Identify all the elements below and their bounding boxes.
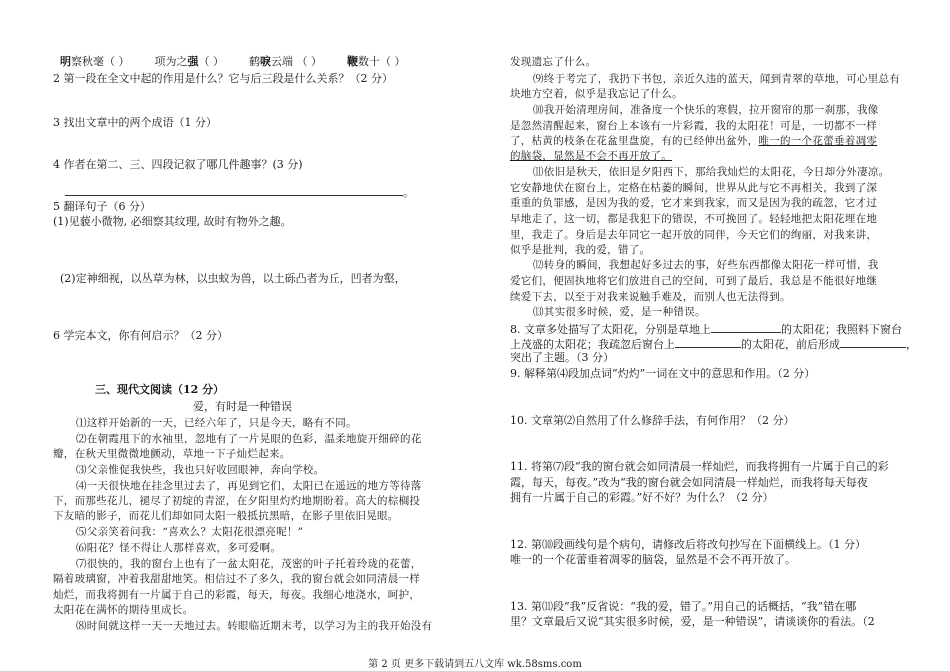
article-line: ⑵在朝霞甩下的水袖里，忽地有了一片晃眼的色彩，温柔地旋开细碎的花 <box>76 433 422 445</box>
page-footer: 第 2 页 更多下载请到五八文库 wk.58sms.com <box>368 659 582 670</box>
article-line: 里，我走了。身后是去年同它一起开放的同伴，今天它们的绚丽，对我来讲， <box>510 229 878 241</box>
article-line: 续爱下去，以至于对我来说触手难及，而别人也无法得到。 <box>510 291 791 303</box>
article-line: 下友暗的影子，而花儿们却如同太阳一般抵抗黑暗，在影子里依旧晃眼。 <box>53 510 399 522</box>
article-line: 早地走了，这一切，都是我犯下的错误，不可挽回了。轻轻地把太阳花埋在地 <box>510 213 878 225</box>
article-line: 太阳花在满怀的期待里成长。 <box>53 604 194 616</box>
article-line: ⑸父亲笑着问我：“喜欢么？太阳花很漂亮呢！” <box>76 526 304 538</box>
article-line: 块地方空着，似乎是我忘记了什么。 <box>510 88 683 100</box>
underlined-sentence: 唯一的一个花蕾垂着凋零 <box>758 135 878 147</box>
vocab-3: 鹤唳云端 （ ） <box>249 55 322 68</box>
article-line: 似乎是批判，我的爱，错了。 <box>510 244 651 256</box>
blank-2 <box>675 336 741 348</box>
article-line: ⑿转身的瞬间，我想起好多过去的事，好些东西都像太阳花一样可惜，我 <box>533 259 879 271</box>
vocab-line <box>60 55 406 69</box>
article-line: ⒀其实很多时候，爱，是一种错误。 <box>533 306 706 318</box>
article-line: ⑴这样开始新的一天，已经六年了，只是今天，略有不同。 <box>76 417 357 429</box>
question-13-cont: 里？文章最后又说“其实很多时候，爱，是一种错误”，请谈谈你的看法。（2 <box>510 615 875 628</box>
question-5-sentence-2: (2)定神细视，以丛草为林，以虫蚁为兽，以土砾凸者为丘，凹者为壑， <box>60 272 406 285</box>
article-line: ⑷一天很快地在挂念里过去了，再见到它们，太阳已在遥远的地方等待落 <box>76 480 422 492</box>
question-4: 4 作者在第二、三、四段记叙了哪几件趣事？(3 分) <box>53 158 303 171</box>
article-line: 隔着玻璃窗，冲着我甜甜地笑。相信过不了多久，我的窗台就会如同清晨一样 <box>53 573 421 585</box>
article-line: 重重的负罪感，是因为我的爱，它才来到我家，而又是因为我的疏忽，它才过 <box>510 197 878 209</box>
question-8-end: 突出了主题。（3 分） <box>510 351 614 364</box>
article-line: 灿烂，而我将拥有一片属于自己的彩霞，每天，每夜。我细心地浇水，呵护， <box>53 589 421 601</box>
question-11: 11. 将第⑺段“我的窗台就会如同清晨一样灿烂，而我将拥有一片属于自己的彩 <box>510 460 889 473</box>
article-line: 是忽然清醒起来，窗台上本该有一片彩霞，我的太阳花！可是，一切都不一样 <box>510 120 878 132</box>
vocab-2: 项为之强（ ） <box>154 55 224 68</box>
question-8-cont: 上茂盛的太阳花；我疏忽后窗台上 的太阳花，前后形成 ， <box>510 338 917 351</box>
vocab-1: 明察秋毫（ ） <box>60 55 130 68</box>
article-line: ⑻时间就这样一天一天地过去。转眼临近期末考，以学习为主的我开始没有 <box>76 620 433 632</box>
question-2: 2 第一段在全文中起的作用是什么？它与后三段是什么关系？（2 分） <box>53 72 393 85</box>
question-8: 8. 文章多处描写了太阳花，分别是草地上 的太阳花；我照料下窗台 <box>510 323 902 336</box>
article-line: 发现遗忘了什么。 <box>510 56 597 68</box>
question-5-sentence-1: (1)见藐小微物, 必细察其纹理, 故时有物外之趣。 <box>53 215 292 228</box>
question-12: 12. 第⑽段画线句是个病句，请修改后将改句抄写在下面横线上。（1 分） <box>510 538 866 551</box>
article-title: 爱，有时是一种错误 <box>193 400 292 413</box>
question-3: 3 找出文章中的两个成语（1 分） <box>53 116 217 129</box>
article-line: 下，而那些花儿，褪尽了初绽的青涩，在夕阳里灼灼地期盼着。高大的棕榈投 <box>53 495 421 507</box>
question-4-end: 。 <box>403 186 414 199</box>
underlined-sentence: 的脑袋，显然是不会不再开放了。 <box>510 150 672 162</box>
article-line: ⑾依旧是秋天，依旧是夕阳西下，那给我灿烂的太阳花，今日却分外凄凉。 <box>533 166 890 178</box>
article-line: ⑽我开始清理房间，准备度一个快乐的寒假，拉开窗帘的那一刹那，我像 <box>533 104 879 116</box>
question-5: 5 翻译句子（6 分） <box>53 200 151 213</box>
article-line: 它安静地伏在窗台上，定格在枯萎的瞬间，世界从此与它不再相关，我到了深 <box>510 182 878 194</box>
question-11-end: 拥有一片属于自己的彩霞。”好不好？为什么？（2 分） <box>510 491 774 504</box>
article-line: ⑹阳花？怪不得让人那样喜欢，多可爱啊。 <box>76 542 282 554</box>
question-10: 10. 文章第⑵自然用了什么修辞手法，有何作用？（2 分） <box>510 414 795 427</box>
question-6: 6 学完本文，你有何启示？（2 分） <box>53 329 228 342</box>
article-line: ⑼终于考完了，我扔下书包，亲近久违的蓝天，闻到青翠的草地，可心里总有 <box>533 73 901 85</box>
blank-3 <box>840 336 906 348</box>
blank-1 <box>711 321 781 333</box>
question-13: 13. 第⑾段“我”反省说：“我的爱，错了。”用自己的话概括，“我”错在哪 <box>510 600 857 613</box>
article-line: ⑺很快的，我的窗台上也有了一盆太阳花，茂密的叶子托着玲珑的花蕾， <box>76 558 422 570</box>
question-12-sentence: 唯一的一个花蕾垂着凋零的脑袋，显然是不会不再开放了。 <box>510 553 796 566</box>
section-3-heading: 三、现代文阅读（12 分） <box>95 383 225 396</box>
answer-line-q4 <box>65 195 403 196</box>
article-line: 爱它们，便固执地将它们放进自己的空间，可到了最后，我总是不能很好地继 <box>510 275 878 287</box>
article-line: 了，枯黄的枝条在花盆里盘旋，有的已经伸出盆外，唯一的一个花蕾垂着凋零 <box>510 135 878 147</box>
question-11-cont: 霞，每天，每夜。”改为“我的窗台就会如同清晨一样灿烂，而我将每天每夜 <box>510 476 868 489</box>
article-line: ⑶父亲惟促我快些，我也只好收回眼神，奔向学校。 <box>76 464 325 476</box>
question-9: 9. 解释第⑷段加点词“灼灼”一词在文中的意思和作用。（2 分） <box>510 367 816 380</box>
vocab-4: 鞭数十（ ） <box>347 55 406 68</box>
article-line: 瓣，在秋天里微微地颤动，草地一下子灿烂起来。 <box>53 448 291 460</box>
